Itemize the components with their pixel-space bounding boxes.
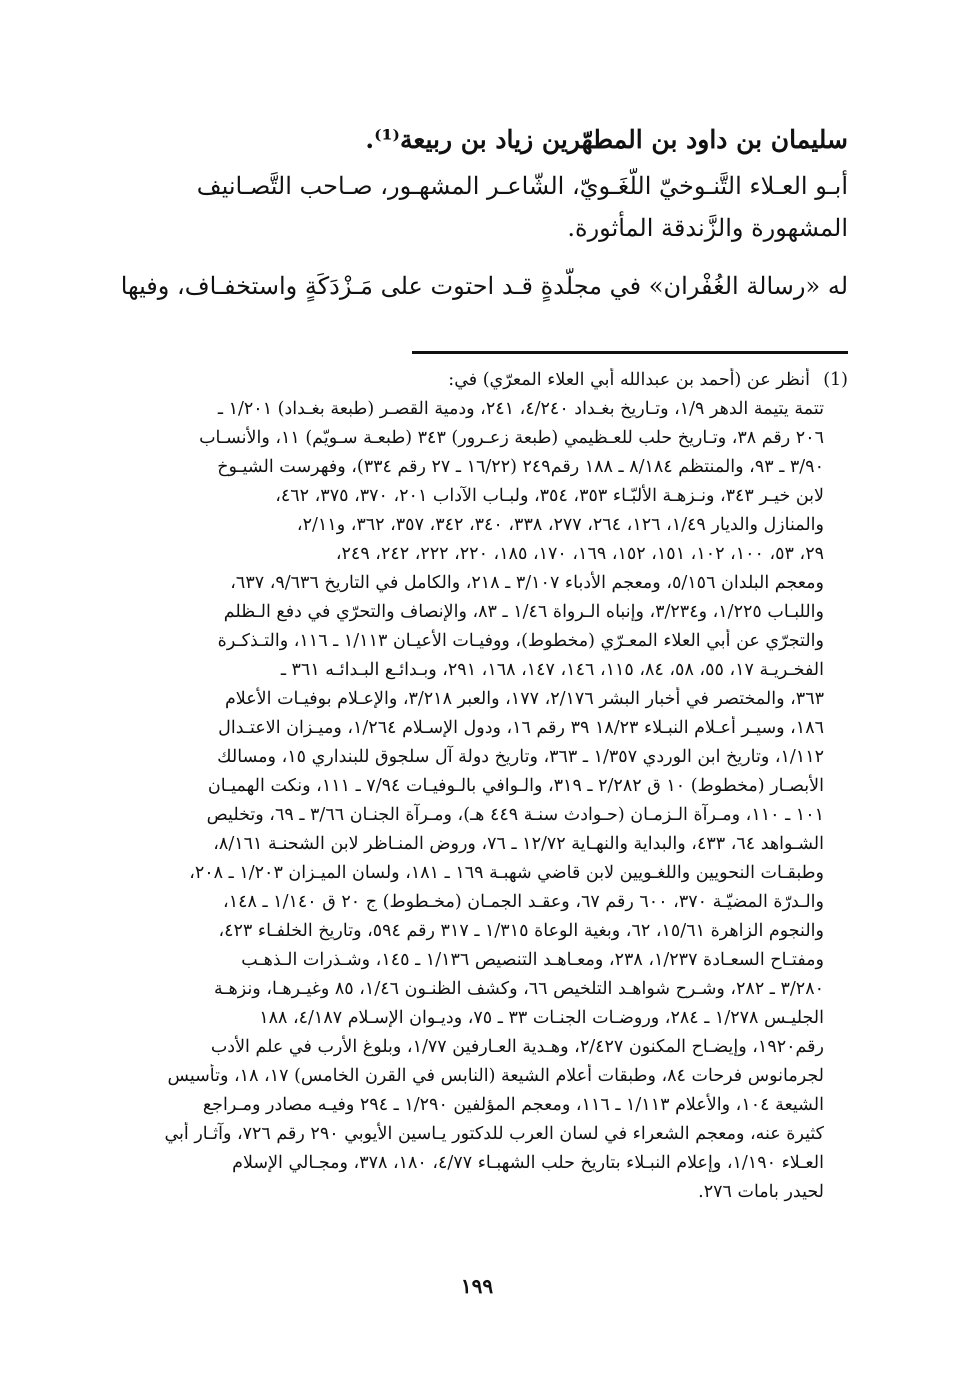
entry-note: له «رسالة الغُفْران» في مجلَّدةٍ قـد احتوت على مَـزْدَكَةٍ واستخفـاف، وفيها [120,272,848,300]
footnote-line: أنظر عن (أحمد بن عبدالله أبي العلاء المعرّي) في: [448,370,810,390]
footnote-line: الفخـريـة ١٧، ٥٥، ٥٨، ٨٤، ١١٥، ١٤٦، ١٤٧، ١٦٨، ٢٩١، وبـدائـع البـدائـه ٣٦١ ـ [280,660,824,680]
footnote-line: العـلاء ١/١٩٠، وإعلام النبـلاء بتاريخ حلب الشهبـاء ٤/٧٧، ١٨٠، ٣٧٨، ومجـالي الإسلام [232,1153,824,1173]
entry-description-line: المشهورة والزَّندقة المأثورة. [567,214,848,242]
footnote-line: ومعجم البلدان ٥/١٥٦، ومعجم الأدباء ٣/١٠٧ ـ ٢١٨، والكامل في التاريخ ٩/٦٣٦، ٦٣٧، [230,573,824,593]
footnote-line: ٣/٩٠ ـ ٩٣، والمنتظم ٨/١٨٤ ـ ١٨٨ رقم٢٤٩ (١٦/٢٢ ـ ٢٧ رقم ٣٣٤)، وفهرست الشيـوخ [217,457,824,477]
footnote-line: ومفتـاح السعـادة ١/٢٣٧، ٢٣٨، ومعـاهـد التنصيص ١/١٣٦ ـ ١٤٥، وشـذرات الـذهـب [241,950,824,970]
footnote-line: ١/١١٢، وتاريخ ابن الوردي ١/٣٥٧ ـ ٣٦٣، وتاريخ دولة آل سلجوق للبنداري ١٥، ومسالك [217,747,824,767]
footnote-line: لجرمانوس فرحات ٨٤، وطبقات أعلام الشيعة (النابس في القرن الخامس) ١٧، ١٨، وتأسيس [167,1066,824,1086]
footnote-line: وطبقـات النحويين واللغـويين لابن قاضي شهبـة ١٦٩ ـ ١٨١، ولسان الميـزان ١/٢٠٣ ـ ٢٠٨، [189,863,824,883]
footnote-line: الشيعة ١٠٤، والأعلام ١/١١٣ ـ ١١٦، ومعجم المؤلفين ١/٢٩٠ ـ ٢٩٤ وفيـه مصادر ومـراجع [202,1095,824,1115]
footnote-line: ١٠١ ـ ١١٠، ومـرآة الـزمـان (حـوادث سنـة ٤٤٩ هـ)، ومـرآة الجنـان ٣/٦٦ ـ ٦٩، وتخليص [206,805,824,825]
footnote-line: ٣/٢٨٠ ـ ٢٨٢، وشـرح شواهـد التلخيص ٦٦، وكشف الظنـون ١/٤٦، ٨٥ وغيـرهـا، ونزهـة [214,979,824,999]
footnote-line: والـدرّة المضيّـة ٣٧٠، ٦٠٠ رقم ٦٧، وعقـد الجمـان (مخـطوط) ج ٢٠ ق ١/١٤٠ ـ ١٤٨، [223,892,824,912]
footnote-line: والمنازل والديار ١/٤٩، ١٢٦، ٢٦٤، ٢٧٧، ٣٣٨، ٣٤٠، ٣٤٢، ٣٥٧، ٣٦٢، و٢/١١، [296,515,824,535]
entry-heading: سليمان بن داود بن المطهّرين زياد بن ربيعة⁽¹⁾. [365,125,848,154]
footnote-line: ٢٠٦ رقم ٣٨، وتـاريخ حلب للعـظيمي (طبعة زعـرور) ٣٤٣ (طبعـة سـويّم) ١١، والأنسـاب [199,428,824,448]
footnote-line: الأبصـار (مخطوط) ١٠ ق ٢/٢٨٢ ـ ٣١٩، والـوافي بالـوفيـات ٧/٩٤ ـ ١١١، ونكت الهميـان [207,776,824,796]
page-number: ١٩٩ [460,1274,494,1298]
footnote-line: والتجرّي عن أبي العلاء المعـرّي (مخطوط)، ووفيـات الأعيـان ١/١١٣ ـ ١١٦، والتـذكـرة [217,631,824,651]
footnote-line: لحيدر بامات ٢٧٦. [698,1182,824,1202]
footnote-line: ٢٩، ٥٣، ١٠٠، ١٠٢، ١٥١، ١٥٢، ١٦٩، ١٧٠، ١٨٥، ٢٢٠، ٢٢٢، ٢٤٢، ٢٤٩، [335,544,824,564]
footnote-marker: (1) [823,370,848,390]
footnote-line: ٣٦٣، والمختصر في أخبار البشر ٢/١٧٦، ١٧٧، والعبر ٣/٢١٨، والإعـلام بوفيـات الأعلام [224,689,824,709]
footnote-line: الجليـس ١/٢٧٨ ـ ٢٨٤، وروضـات الجنـات ٣٣ ـ ٧٥، وديـوان الإسـلام ٤/١٨٧، ١٨٨ [259,1008,824,1028]
footnote-line: لابن خيـر ٣٤٣، ونـزهـة الألبّـاء ٣٥٣، ٣٥٤، ولبـاب الآداب ٢٠١، ٣٧٠، ٣٧٥، ٤٦٢، [275,486,824,506]
footnote-divider [412,351,848,354]
footnote-line: رقم١٩٢٠، وإيضـاح المكنون ٢/٤٢٧، وهـدية العـارفين ١/٧٧، وبلوغ الأرب في علم الأدب [210,1037,824,1057]
footnote-line: تتمة يتيمة الدهر ١/٩، وتـاريخ بغـداد ٤/٢٤٠، ٢٤١، ودمية القصـر (طبعة بغـداد) ١/٢٠١ ـ [217,399,824,419]
footnote-line: واللبـاب ١/٢٢٥، و٣/٢٣٤، وإنباه الـرواة ١/٤٦ ـ ٨٣، والإنصاف والتحرّي في دفع الـظلم [223,602,824,622]
entry-description-line: أبـو العـلاء التَّنـوخيّ اللُّغَـويّ، الشّاعـر المشهـور، صـاحب التَّصـانيف [196,172,848,200]
footnote-line: الشـواهد ٦٤، ٤٣٣، والبداية والنهـاية ١٢/٧٢ ـ ٧٦، وروض المنـاظر لابن الشحنـة ٨/١٦١، [213,834,824,854]
footnote-line: والنجوم الزاهرة ١٥/٦١، ٦٢، وبغية الوعاة ١/٣١٥ ـ ٣١٧ رقم ٥٩٤، وتاريخ الخلفـاء ٤٢٣، [218,921,824,941]
footnote-line: ١٨٦، وسيـر أعـلام النبـلاء ١٨/٢٣ ٣٩ رقم ١٦، ودول الإسـلام ١/٢٦٤، وميـزان الاعتـدال [218,718,824,738]
footnote-line: كثيرة عنه، ومعجم الشعراء في لسان العرب للدكتور يـاسين الأيوبي ٢٩٠ رقم ٧٢٦، وآثـار أبي [164,1124,824,1144]
